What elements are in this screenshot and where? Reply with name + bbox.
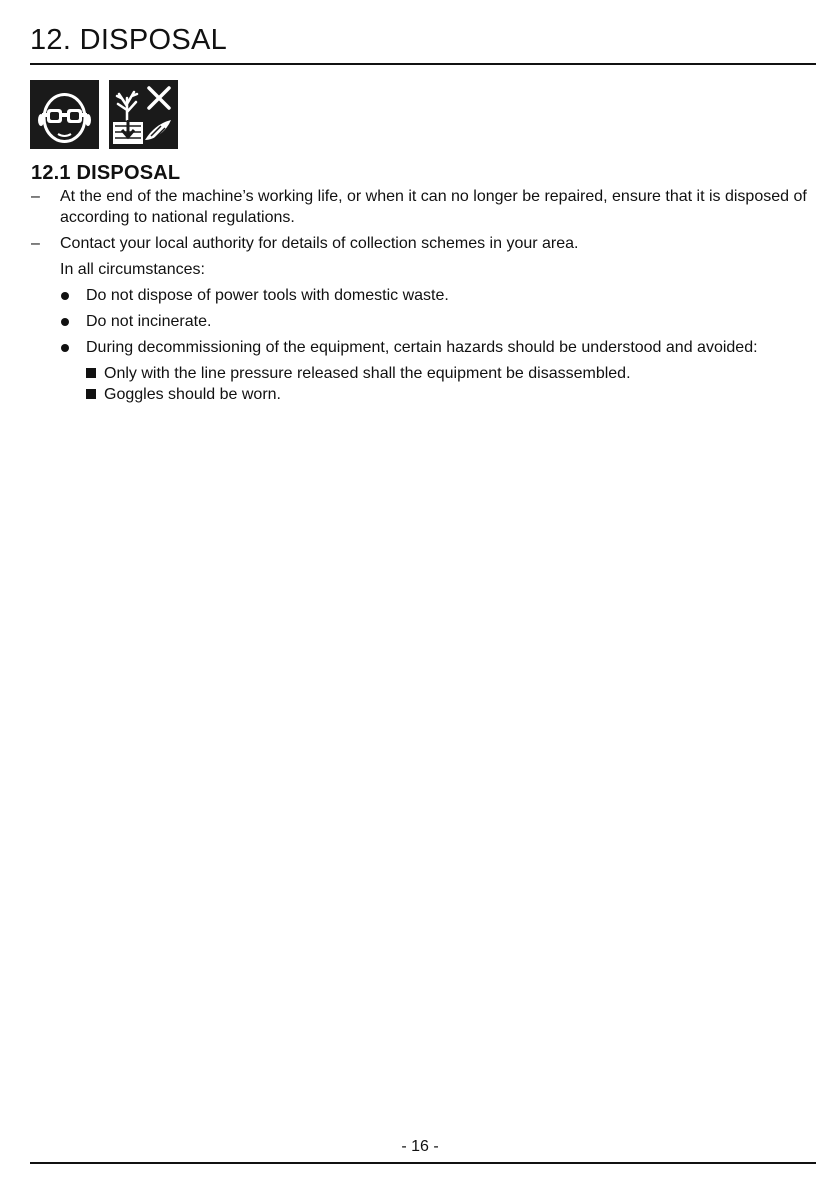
environment-hazard-icon xyxy=(109,80,178,149)
section-content xyxy=(31,186,811,405)
dash-item-text: At the end of the machine’s working life, or when it can no longer be repaired, ensure that it is disposed of according to national regulations. xyxy=(60,188,807,226)
bullet-item xyxy=(31,285,811,306)
sub-item-text: Goggles should be worn. xyxy=(104,386,281,403)
bullet-text: Do not dispose of power tools with domestic waste. xyxy=(86,287,449,304)
square-bullet-icon xyxy=(86,389,96,399)
dash-marker: – xyxy=(31,188,40,205)
intro-text: In all circumstances: xyxy=(60,261,205,278)
bullet-dot-icon xyxy=(61,318,69,326)
page-number: - 16 - xyxy=(401,1138,439,1155)
bullet-dot-icon xyxy=(61,292,69,300)
square-bullet-icon xyxy=(86,368,96,378)
sub-item xyxy=(31,384,811,405)
bullet-dot-icon xyxy=(61,344,69,352)
bullet-item xyxy=(31,337,811,358)
bullet-list xyxy=(31,285,811,358)
sub-item-text: Only with the line pressure released shall the equipment be disassembled. xyxy=(104,365,631,382)
page-title: 12. DISPOSAL xyxy=(30,24,228,56)
dash-list-item xyxy=(31,186,811,228)
title-divider xyxy=(30,63,816,65)
dash-marker: – xyxy=(31,235,40,252)
bullet-text: During decommissioning of the equipment, certain hazards should be understood and avoided: xyxy=(86,339,758,356)
dash-item-text: Contact your local authority for details of collection schemes in your area. xyxy=(60,235,579,252)
sub-item-list xyxy=(31,363,811,405)
safety-icons xyxy=(30,80,178,149)
safety-goggles-icon xyxy=(30,80,99,149)
footer-divider xyxy=(30,1162,816,1164)
dash-list-item xyxy=(31,233,811,254)
bullet-item xyxy=(31,311,811,332)
bullet-text: Do not incinerate. xyxy=(86,313,212,330)
section-title: 12.1 DISPOSAL xyxy=(31,162,181,184)
sub-item xyxy=(31,363,811,384)
